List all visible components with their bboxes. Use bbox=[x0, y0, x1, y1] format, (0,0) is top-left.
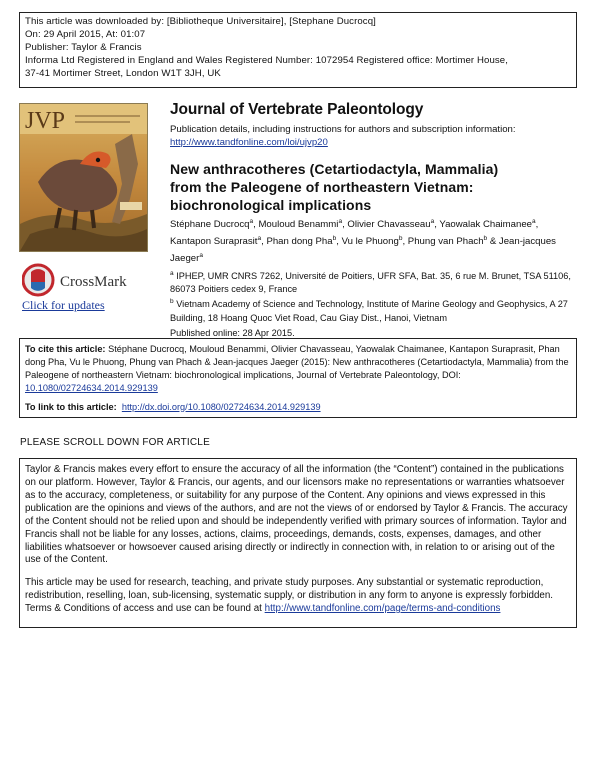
author-name: Jean-jacques Jaeger bbox=[170, 236, 556, 264]
address-line: 37-41 Mortimer Street, London W1T 3JH, UK bbox=[25, 67, 221, 79]
author-separator: , bbox=[253, 219, 259, 231]
author-affiliation-marker: a bbox=[249, 218, 254, 226]
article-title-line: biochronological implications bbox=[170, 197, 372, 214]
author-affiliation-marker: a bbox=[199, 251, 203, 259]
affiliation-marker: a bbox=[170, 269, 174, 277]
crossmark-label: CrossMark bbox=[60, 274, 127, 290]
author-separator: , bbox=[261, 236, 267, 248]
citation-label: To cite this article: bbox=[25, 344, 106, 354]
affiliation-text: Vietnam Academy of Science and Technology, Institute of Marine Geology and Geophysics, A 27 Building, 18 Hoang Quoc Viet Road, Cau Giay Dist., Hanoi, Vietnam bbox=[170, 299, 568, 323]
author-name: Olivier Chavasseau bbox=[347, 219, 431, 231]
author-separator: & bbox=[487, 236, 499, 248]
citation-box bbox=[19, 338, 577, 418]
author-name: Phung van Phach bbox=[407, 236, 484, 248]
publication-details: Publication details, including instructions for authors and subscription information: bbox=[170, 123, 516, 135]
author-separator: , bbox=[402, 236, 408, 248]
journal-cover-image[interactable] bbox=[19, 103, 148, 252]
crossmark-icon bbox=[22, 262, 142, 298]
published-date: Published online: 28 Apr 2015. bbox=[170, 328, 295, 339]
author-separator: , bbox=[342, 219, 348, 231]
usage-text: This article may be used for research, teaching, and private study purposes. Any substantial or systematic reproduction, redistribution, reselling, loan, sub-licensing, systematic supply, or distribution in any form to anyone is expressly forbidden. Terms & Conditions of access and use can be found at bbox=[25, 577, 554, 615]
download-line: This article was downloaded by: [Bibliotheque Universitaire], [Stephane Ducrocq] bbox=[25, 16, 376, 27]
registration-line: Informa Ltd Registered in England and Wales Registered Number: 1072954 Registered office: Mortimer House, bbox=[25, 54, 508, 66]
author-affiliation-marker: b bbox=[398, 234, 403, 242]
author-name: Kantapon Suraprasit bbox=[170, 236, 258, 248]
download-info-box bbox=[19, 12, 577, 88]
affiliation-text: IPHEP, UMR CNRS 7262, Université de Poitiers, UFR SFA, Bat. 35, 6 rue M. Brunet, TSA 51106, 86073 Poitiers cedex 9, France bbox=[170, 270, 571, 295]
article-link-row bbox=[25, 401, 571, 414]
crossmark-badge[interactable] bbox=[22, 262, 142, 298]
article-title-line: New anthracotheres (Cetartiodactyla, Mammalia) bbox=[170, 160, 499, 177]
author-separator: , bbox=[336, 236, 342, 248]
doi-label: DOI: bbox=[441, 369, 461, 380]
author-list bbox=[170, 217, 580, 267]
download-date: On: 29 April 2015, At: 01:07 bbox=[25, 28, 146, 40]
journal-url-link[interactable]: http://www.tandfonline.com/loi/ujvp20 bbox=[170, 136, 328, 148]
author-affiliation-marker: a bbox=[532, 218, 536, 226]
author-affiliation-marker: b bbox=[332, 234, 337, 242]
author-affiliation-marker: a bbox=[430, 218, 435, 226]
article-header bbox=[170, 100, 580, 340]
link-label: To link to this article: bbox=[25, 401, 117, 412]
scroll-notice: PLEASE SCROLL DOWN FOR ARTICLE bbox=[20, 437, 210, 448]
terms-conditions-link[interactable]: http://www.tandfonline.com/page/terms-and-conditions bbox=[264, 603, 501, 615]
affiliation-b bbox=[170, 298, 580, 325]
doi-link[interactable]: 10.1080/02724634.2014.929139 bbox=[25, 382, 158, 393]
article-doi-url-link[interactable]: http://dx.doi.org/10.1080/02724634.2014.929139 bbox=[121, 401, 321, 412]
cover-logo: JVP bbox=[25, 108, 66, 134]
author-affiliation-marker: b bbox=[483, 234, 488, 242]
author-separator: , bbox=[434, 219, 440, 231]
disclaimer-paragraph: Taylor & Francis makes every effort to ensure the accuracy of all the information (the “Content”) contained in the publications on our platform. However, Taylor & Francis, our agents, and our licensors make no representations or warranties whatsoever as to the accuracy, completeness, or suitability for any purpose of the Content. Any opinions and views expressed in this publication are the opinions and views of the authors, and are not the views of or endorsed by Taylor & Francis. The accuracy of the Content should not be relied upon and should be independently verified with primary sources of information. Taylor and Francis shall not be liable for any losses, actions, claims, proceedings, demands, costs, expenses, damages, and other liabilities whatsoever or howsoever caused arising directly or indirectly in connection with, in relation to or arising out of the use of the Content. bbox=[25, 464, 568, 566]
cover-artwork-icon bbox=[20, 104, 147, 251]
affiliation-marker: b bbox=[170, 298, 174, 306]
author-name: Mouloud Benammi bbox=[258, 219, 339, 231]
publisher-line: Publisher: Taylor & Francis bbox=[25, 41, 142, 53]
affiliation-a bbox=[170, 270, 580, 297]
usage-paragraph bbox=[25, 577, 571, 616]
click-for-updates-link[interactable]: Click for updates bbox=[22, 298, 105, 312]
author-name: Phan dong Pha bbox=[266, 236, 333, 248]
author-affiliation-marker: a bbox=[257, 234, 262, 242]
article-title-line: from the Paleogene of northeastern Vietnam: bbox=[170, 178, 474, 195]
disclaimer-box bbox=[19, 458, 577, 628]
citation-text-block bbox=[25, 343, 571, 395]
author-affiliation-marker: a bbox=[338, 218, 343, 226]
citation-text: Stéphane Ducrocq, Mouloud Benammi, Olivier Chavasseau, Yaowalak Chaimanee, Kantapon Suraprasit, Phan dong Pha, Vu le Phuong, Phung van Phach & Jean-jacques Jaeger (2015): New anthracotheres (Cetartiodactyla, Mammalia) from the Paleogene of northeastern Vietnam: biochronological implications, Journal of Vertebrate Paleontology, bbox=[25, 344, 569, 380]
journal-title: Journal of Vertebrate Paleontology bbox=[170, 101, 424, 118]
author-separator: , bbox=[535, 219, 539, 231]
author-name: Yaowalak Chaimanee bbox=[439, 219, 533, 231]
article-title bbox=[170, 160, 580, 215]
author-name: Stéphane Ducrocq bbox=[170, 219, 250, 231]
author-name: Vu le Phuong bbox=[341, 236, 399, 248]
